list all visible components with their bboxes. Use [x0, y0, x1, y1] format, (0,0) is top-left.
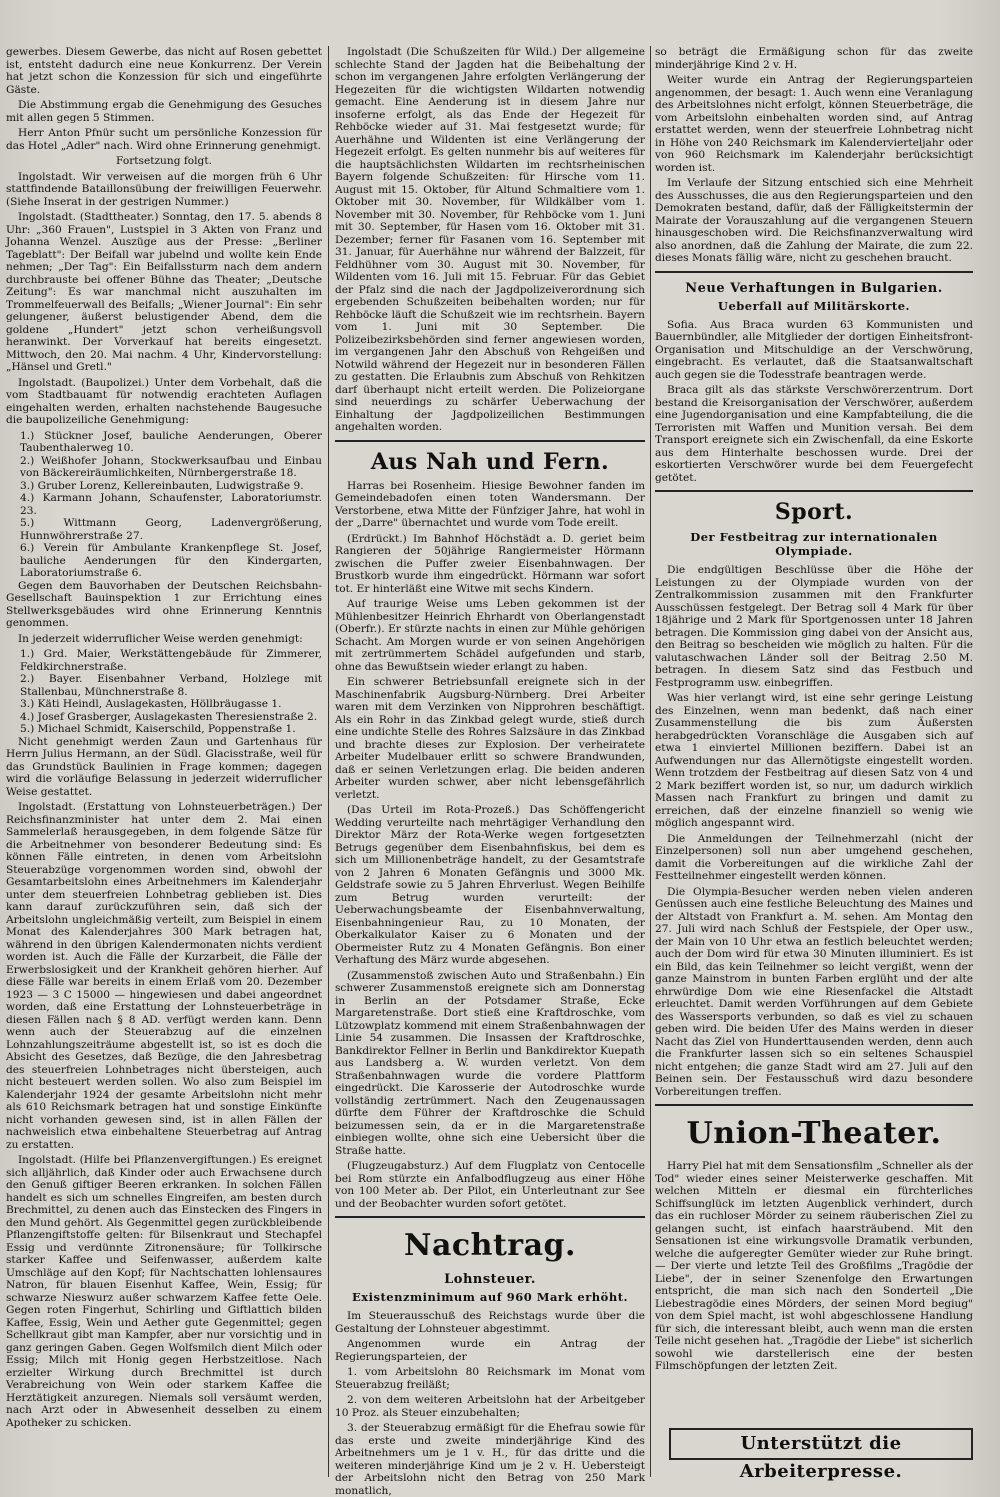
list-item: 4.) Josef Grasberger, Auslagekasten Theresienstraße 2.	[20, 710, 318, 723]
column-rule	[328, 46, 329, 1477]
divider	[335, 440, 645, 442]
paragraph: Die Anmeldungen der Teilnehmerzahl (nicht der Einzelpersonen) soll nun aber umgehend geschehen, damit die Vorbereitungen auf die wirkliche Zahl der Festteilnehmer eingestellt werden können.	[655, 832, 973, 882]
paragraph: Harry Piel hat mit dem Sensationsfilm „Schneller als der Tod" wieder eines seiner Meisterwerke geschaffen. Mit welchen Mitteln er diesmal ein fürchterliches Schiffsunglück im letzten Augenblick verhindert, durch das ein ruchloser Mörder zu seinem räuberischen Ziel zu gelangen sucht, ist einfach haarsträubend. Mit den Sensationen ist eine wirkungsvolle Dramatik verbunden, welche die aufgeregter Gemüter wieder zur Ruhe bringt. — Der vierte und letzte Teil des Großfilms „Tragödie der Liebe", der in seiner Szenenfolge den Erwartungen entspricht, die man sich nach den Sonderteil „Die Liebestragödie eines Mörders, der seinen Mord begiug" von dem Spiel macht, ist wohl abgeschlossene Handlung für sich, die interessant bleibt, auch wenn man die ersten Teile nicht gesehen hat. „Tragödie der Liebe" ist sicherlich sowohl wie darstellerisch eine der besten Filmschöpfungen der letzten Zeit.	[655, 1160, 973, 1372]
column-rule	[650, 46, 651, 1477]
list-item: 5.) Michael Schmidt, Kaiserschild, Poppenstraße 1.	[20, 723, 296, 735]
divider	[655, 271, 973, 273]
paragraph: 2. von dem weiteren Arbeitslohn hat der Arbeitgeber 10 Proz. als Steuer einzubehalten;	[335, 1394, 645, 1419]
section-heading: Neue Verhaftungen in Bulgarien.	[685, 280, 943, 296]
sub-heading: Ueberfall auf Militärskorte.	[717, 298, 911, 313]
list-item: 4.) Karmann Johann, Schaufenster, Laboratoriumstr. 23.	[20, 492, 322, 517]
paragraph: 1. vom Arbeitslohn 80 Reichsmark im Monat vom Steuerabzug freiläßt;	[335, 1366, 645, 1391]
column-middle	[335, 46, 645, 1497]
divider	[655, 490, 973, 492]
paragraph: Die endgültigen Beschlüsse über die Höhe der Leistungen zu der Olympiade wurden von der Zentralkommission zusammen mit den Frankfurter Ausschüssen festgelegt. Der Betrag soll 4 Mark für über 18jährige und 2 Mark für Sportgenossen unter 18 Jahren betragen. Die Kommission ging dabei von der Ansicht aus, den Beitrag so bescheiden wie möglich zu halten. Für die valutaschwachen Länder soll der Beitrag 2.50 M. betragen. In diesem Satz sind das Festbuch und Festprogramm usw. einbegriffen.	[655, 564, 973, 689]
paragraph: (Zusammenstoß zwischen Auto und Straßenbahn.) Ein schwerer Zusammenstoß ereignete sich am Donnerstag in Berlin an der Potsdamer Straße, Ecke Margaretenstraße. Dort stieß eine Kraftdroschke, vom Lützowplatz kommend mit einem Straßenbahnwagen der Linie 54 zusammen. Die Insassen der Kraftdroschke, Bankdirektor Fellner in Berlin und Bankdirektor Kuepath aus Landsberg a. W. wurden verletzt. Von dem Straßenbahnwagen wurde die vordere Plattform eingedrückt. Die Karosserie der Autodroschke wurde vollständig zertrümmert. Nach den Zeugenaussagen dürfte dem Führer der Kraftdroschke die Schuld beizumessen sein, da er in die Margaretenstraße einbiegen wollte, ohne sich eine Uebersicht über die Straße hatte.	[335, 969, 645, 1157]
list-item: 1.) Grd. Maier, Werkstättengebäude für Zimmerer, Feldkirchnerstraße.	[20, 648, 322, 673]
paragraph: Herr Anton Pfnür sucht um persönliche Konzession für das Hotel „Adler" nach. Wird ohne Erinnerung genehmigt.	[6, 127, 322, 152]
list-item: 1.) Stückner Josef, bauliche Aenderungen, Oberer Taubenthalerweg 10.	[20, 429, 322, 454]
paragraph: Die Olympia-Besucher werden neben vielen anderen Genüssen auch eine festliche Beleuchtung des Maines und der Altstadt von Frankfurt a. M. sehen. Am Montag den 27. Juli wird nach Schluß der Festspiele, der Oper usw., der Main von 10 Uhr etwa an festlich beleuchtet werden; auch der Dom wird für etwa 30 Minuten illuminiert. Es ist ein Bild, das kein Teilnehmer so leicht vergißt, wenn der ganze Mainstrom in bunten Farben erglüht und der alte ehrwürdige Dom wie eine Riesenfackel die Altstadt erleuchtet. Damit werden Vorführungen auf dem Gebiete des Wassersports verbunden, so daß es viel zu schauen geben wird. Die beiden Ufer des Mains werden in dieser Nacht das Ziel von Hunderttausenden werden, denn auch die Frankfurter lassen sich so ein seltenes Schauspiel nicht entgehen; die ganze Stadt wird am 27. Juli auf den Beinen sein. Der Festausschuß wird dazu besondere Vorbereitungen treffen.	[655, 885, 973, 1098]
paragraph: Ingolstadt (Die Schußzeiten für Wild.) Der allgemeine schlechte Stand der Jagden hat die Beibehaltung der schon im vergangenen Jahre erfolgten Verlängerung der Hegezeiten für die wichtigsten Wildarten notwendig gemacht. Eine Aenderung ist in diesem Jahre nur insoferne erfolgt, als das Ende der Hegezeit für Rehböcke wieder auf 31. Mai festgesetzt wurde; für Auerhähne und Wildenten ist eine Verlängerung der Hegezeit erfolgt. Es gelten nunmehr bis auf weiteres für die hauptsächlichsten Wildarten im rechtsrheinischen Bayern folgende Schußzeiten: für Hirsche vom 11. August mit 15. Oktober, für Altund Schmaltiere vom 1. Oktober mit 30. November, für Wildkälber vom 1. November mit 30. November, für Rehböcke vom 1. Juni mit 30. September, für Hasen vom 16. Oktober mit 31. Dezember; ferner für Fasanen vom 16. September mit 31. Januar, für Auerhähne nur während der Balzzeit, für Feldhühner vom 30. August mit 30. November, für Wildenten vom 16. Juli mit 15. Februar. Für das Gebiet der Pfalz sind die nach der Jagdpolizeiverordnung sich ergebenden Schußzeiten beibehalten worden; nur für Rehböcke läuft die Schußzeit wie im rechtsrhein. Bayern vom 1. Juni mit 30 September. Die Polizeibezirksbehörden sind ferner angewiesen worden, im vergangenen Jahr den Abschuß von Rehgeißen und Notwild während der Hegezeit nur in besonderen Fällen zu gestatten. Die Erlaubnis zum Abschuß von Rehkitzen darf überhaupt nicht erteilt werden. Die Polizeiorgane sind neuerdings zu schärfer Ueberwachung der Einhaltung der Jagdpolizeilichen Bestimmungen angehalten worden.	[335, 46, 645, 433]
paragraph: Angenommen wurde ein Antrag der Regierungsparteien, der	[335, 1338, 645, 1363]
continued-note: Fortsetzung folgt.	[116, 155, 212, 167]
paragraph: Weiter wurde ein Antrag der Regierungsparteien angenommen, der besagt: 1. Auch wenn eine Veranlagung des Arbeitslohnes nicht erfolgt, können Steuerbeträge, die vom Arbeitslohn einbehalten worden sind, auf Antrag erstattet werden, wenn der steuerfreie Lohnbetrag nicht in Höhe von 240 Reichsmark im Kalendervierteljahr oder von 960 Reichsmark im Kalenderjahr berücksichtigt worden ist.	[655, 74, 973, 174]
paragraph: Harras bei Rosenheim. Hiesige Bewohner fanden im Gemeindebadofen einen toten Wandersmann. Der Verstorbene, etwa Mitte der Fünfziger Jahre, hat wohl in der „Darre" übernachtet und wurde vom Tode ereilt.	[335, 479, 645, 529]
paragraph: Die Abstimmung ergab die Genehmigung des Gesuches mit allen gegen 5 Stimmen.	[6, 99, 322, 124]
list-item: 3.) Käti Heindl, Auslagekasten, Höllbräugasse 1.	[20, 698, 282, 710]
divider	[655, 1104, 973, 1106]
paragraph: Was hier verlangt wird, ist eine sehr geringe Leistung des Einzelnen, wenn man bedenkt, daß nach einer Zusammenstellung die bis zum Äußersten herabgedrückten Voranschläge die Ausgaben sich auf etwa 1 einviertel Millionen beziffern. Dabei ist an Aufwendungen nur das Allernötigste eingestellt worden. Wenn trotzdem der Festbeitrag auf diesen Satz von 4 und 2 Mark beziffert worden ist, so nur, um dadurch wirklich Massen nach Frankfurt zu bringen und damit zu erreichen, daß der einzelne finanziell so wenig wie möglich angespannt wird.	[655, 692, 973, 829]
paragraph: Ingolstadt. (Stadttheater.) Sonntag, den 17. 5. abends 8 Uhr: „360 Frauen", Lustspiel in 3 Akten von Franz und Johanna Wenzel. Auszüge aus der Presse: „Berliner Tageblatt": Der Beifall war jubelnd und wollte kein Ende nehmen; „Der Tag": Ein Beifallssturm nach dem andern durchbrauste bei offener Bühne das Theater; „Deutsche Zeitung": Es war manchmal nicht auszuhalten im Trommelfeuerwall des Beifalls; „Wiener Journal": Ein sehr gelungener, äußerst belustigender Abend, dem die goldene „Hundert" jetzt schon verheißungsvoll heranwinkt. Der Vorverkauf hat bereits eingesetzt. Mittwoch, den 20. Mai nachm. 4 Uhr, Kindervorstellung: „Hänsel und Gretl."	[6, 211, 322, 373]
section-heading: Nachtrag.	[404, 1228, 576, 1263]
list-item: 2.) Weißhofer Johann, Stockwerksaufbau und Einbau von Bäckereiräumlichkeiten, Nürnbergerstraße 18.	[20, 454, 322, 479]
column-left	[6, 46, 322, 1485]
paragraph: (Erdrückt.) Im Bahnhof Höchstädt a. D. geriet beim Rangieren der 50jährige Rangiermeister Hörmann zwischen die Puffer zweier Eisenbahnwagen. Der Brustkorb wurde ihm eingedrückt. Hörmann war sofort tot. Er hinterläßt eine Witwe mit sechs Kindern.	[335, 532, 645, 595]
permit-list	[6, 430, 322, 580]
paragraph: Gegen dem Bauvorhaben der Deutschen Reichsbahn-Gesellschaft Bauinspektion 1 zur Errichtung eines Stellwerksgebäudes wird ohne Erinnerung Kenntnis genommen.	[6, 579, 322, 629]
sub-heading: Der Festbeitrag zur internationalen Olympiade.	[690, 530, 938, 558]
paragraph: Ingolstadt. (Hilfe bei Pflanzenvergiftungen.) Es ereignet sich alljährlich, daß Kinder oder auch Erwachsene durch den Genuß giftiger Beeren erkranken. In solchen Fällen handelt es sich um schnelles Eingreifen, am besten durch Brechmittel, zu denen auch das Einstecken des Fingers in den Mund gehört. Als Gegenmittel gegen zurückbleibende Pflanzengiftstoffe gelten: für Bilsenkraut und Stechapfel Essig und verdünnte Zitronensäure; für Tollkirsche starker Kaffee und Seifenwasser, außerdem kalte Umschläge auf den Kopf; für Nachtschatten lohlensaures Natron, für blauen Eisenhut Kaffee, Wein, Essig; für schwarze Nieswurz außer schwarzem Kaffee fette Oele. Gegen roten Fingerhut, Schirling und Giftlattich bilden Kaffee, Essig, Wein und Aether gute Gegenmittel; gegen Schellkraut gibt man Kampfer, aber nur vorsichtig und in ganz geringen Gaben. Gegen Wolfsmilch dient Milch oder Essig; Milch mit Honig gegen Herbstzeitlose. Nach erzielter Wirkung durch Brechmittel ist durch Verabreichung von Wein oder starkem Kaffee die Herztätigkeit anzuregen. Niemals soll versäumt werden, nach Arzt oder in Abwesenheit desselben zu einem Apotheker zu schicken.	[6, 1154, 322, 1429]
sub-heading: Existenzminimum auf 960 Mark erhöht.	[351, 1290, 629, 1304]
paragraph: Im Steuerausschuß des Reichstags wurde über die Gestaltung der Lohnsteuer abgestimmt.	[335, 1310, 645, 1335]
paragraph: Ein schwerer Betriebsunfall ereignete sich in der Maschinenfabrik Augsburg-Nürnberg. Drei Arbeiter waren mit dem Verzinken von Nipprohren beschäftigt. Als ein Rohr in das Zinkbad gelegt wurde, stieß durch eine undichte Stelle des Rohres Salzsäure in das Zinkbad und brachte dieses zur Explosion. Der verheiratete Arbeiter Mudelbauer erlitt so schwere Brandwunden, daß er seinen Verletzungen erlag. Die beiden anderen Arbeiter wurden schwer, aber nicht lebensgefährlich verletzt.	[335, 676, 645, 801]
list-item: 6.) Verein für Ambulante Krankenpflege St. Josef, bauliche Aenderungen für den Kindergarten, Laboratoriumstraße 6.	[20, 542, 322, 579]
paragraph: (Flugzeugabsturz.) Auf dem Flugplatz von Centocelle bei Rom stürzte ein Anfalbodflugzeug aus einer Höhe von 100 Meter ab. Der Pilot, ein Unterleutnant zur See und der Beobachter wurden sofort getötet.	[335, 1160, 645, 1210]
paragraph: gewerbes. Diesem Gewerbe, das nicht auf Rosen gebettet ist, entsteht dadurch eine neue Konkurrenz. Der Verein hat jetzt schon die Konzession für sich und eingeführte Gäste.	[6, 46, 322, 96]
list-item: 5.) Wittmann Georg, Ladenvergrößerung, Hunnwöhrerstraße 27.	[20, 517, 322, 542]
paragraph: Auf traurige Weise ums Leben gekommen ist der Mühlenbesitzer Heinrich Ehrhardt von Oberlangenstadt (Oberfr.). Er stürzte nachts in einen zur Mühle gehörigen Schacht. Am Morgen wurde er von seinen Angehörigen mit zertrümmertem Schädel aufgefunden und starb, ohne das Bewußtsein wieder erlangt zu haben.	[335, 598, 645, 673]
paragraph: Ingolstadt. (Baupolizei.) Unter dem Vorbehalt, daß die vom Stadtbauamt für notwendig erachteten Auflagen eingehalten werden, erhalten nachstehende Baugesuche die baupolizeiliche Genehmigung:	[6, 376, 322, 426]
section-heading: Aus Nah und Fern.	[370, 448, 610, 475]
list-item: 3.) Gruber Lorenz, Kellereinbauten, Ludwigstraße 9.	[20, 479, 304, 492]
paragraph: Braca gilt als das stärkste Verschwörerzentrum. Dort bestand die Kreisorganisation der Verschwörer, außerdem eine Jugendorganisation und eine Kampfabteilung, die die Terroristen mit Waffen und Munition versah. Bei dem Transport ereignete sich ein Zwischenfall, da eine Eskorte aus dem Hinterhalte beschossen wurde. Drei der eskortierten Verschwörer wurde bei dem Feuergefecht getötet.	[655, 384, 973, 484]
section-heading: Union-Theater.	[686, 1116, 942, 1151]
paragraph: Sofia. Aus Braca wurden 63 Kommunisten und Bauernbündler, alle Mitglieder der dortigen Einheitsfront-Organisation und Mitschuldige an der Verschwörung, eingebracht. Es verlautet, daß die Staatsanwaltschaft auch gegen sie die Todesstrafe beantragen werde.	[655, 318, 973, 381]
paragraph: In jederzeit widerruflicher Weise werden genehmigt:	[18, 632, 303, 645]
paragraph: so beträgt die Ermäßigung schon für das zweite minderjährige Kind 2 v. H.	[655, 46, 973, 71]
paragraph: (Das Urteil im Rota-Prozeß.) Das Schöffengericht Wedding verurteilte nach mehrtägiger Verhandlung den Direktor März der Rota-Werke wegen fortgesetzten Betrugs gegenüber dem Eisenbahnfiskus, bei dem es sich um Millionenbeträge handelt, zu der Gesamtstrafe von 2 Jahren 6 Monaten Gefängnis und 3000 Mk. Geldstrafe sowie zu 5 Jahren Ehrverlust. Wegen Beihilfe zum Betrug wurden verurteilt: der Ueberwachungsbeamte der Eisenbahnverwaltung, Eisenbahningenieur Rau, zu 10 Monaten, der Oberkalkulator Kaiser zu 6 Monaten und der Obermeister Rutz zu 4 Monaten Gefängnis. Bon einer Verhaftung des März wurde abgesehen.	[335, 804, 645, 966]
paragraph: Im Verlaufe der Sitzung entschied sich eine Mehrheit des Ausschusses, die aus den Regierungsparteien und den Demokraten bestand, dafür, daß der Fälligkeitstermin der Mairate der Vorauszahlung auf die vergangenen Steuern hinausgeschoben wird. Die Reichsfinanzverwaltung wird also anordnen, daß die Zahlung der Mairate, die zum 22. dieses Monats fällig wäre, nicht zu geschehen braucht.	[655, 177, 973, 264]
section-heading: Sport.	[774, 499, 854, 525]
paragraph: Ingolstadt. Wir verweisen auf die morgen früh 6 Uhr stattfindende Bataillonsübung der freiwilligen Feuerwehr. (Siehe Inserat in der gestrigen Nummer.)	[6, 170, 322, 208]
list-item: 2.) Bayer. Eisenbahner Verband, Holzlege mit Stallenbau, Münchnerstraße 8.	[20, 673, 322, 698]
paragraph: Nicht genehmigt werden Zaun und Gartenhaus für Herrn Julius Hermann, an der Südl. Glacisstraße, weil für das Grundstück Baulinien in Frage kommen; dagegen wird die vorläufige Belassung in jederzeit widerruflicher Weise gestattet.	[6, 735, 322, 798]
revocable-permit-list	[6, 648, 322, 736]
paragraph: 3. der Steuerabzug ermäßigt für die Ehefrau sowie für das erste und zweite minderjährige Kind des Arbeitnehmers um je 1 v. H., für das dritte und die weiteren minderjährige Kind um je 2 v. H. Uebersteigt der Arbeitslohn nicht den Betrag von 250 Mark monatlich,	[335, 1422, 645, 1497]
divider	[335, 1216, 645, 1218]
paragraph: Ingolstadt. (Erstattung von Lohnsteuerbeträgen.) Der Reichsfinanzminister hat unter dem 2. Mai einen Sammelerlaß herausgegeben, in dem folgende Sätze für die Arbeitnehmer von besonderer Bedeutung sind: Es können Fälle eintreten, in denen vom Arbeitslohn Steuerabzüge vorgenommen worden sind, obwohl der Gesamtarbeitslohn eines Arbeitnehmers im Kalenderjahr unter dem steuerfreien Lohnbetrag geblieben ist. Dies kann darauf zurückzuführen sein, daß sich der Arbeitslohn ungleichmäßig verteilt, zum Beispiel in einem Monat des Kalenderjahres 300 Mark betragen hat, während in den übrigen Kalendermonaten nichts verdient worden ist. Auch die Fälle der Kurzarbeit, die Fälle der Erwerbslosigkeit und der Krankheit gehören hierher. Auf diese Fälle war bereits in einem Erlaß vom 20. Dezember 1923 — 3 C 15000 — hingewiesen und dabei angeordnet worden, daß eine Erstattung der Lohnsteuerbeträge in diesen Fällen nach § 8 AD. verfügt werden kann. Denn wenn auch der Steuerabzug auf die einzelnen Lohnzahlungszeiträume abgestellt ist, so ist es doch die Absicht des Gesetzes, daß Bezüge, die den Jahresbetrag des steuerfreien Lohnbetrages nicht übersteigen, auch nicht besteuert werden sollen. Wo also zum Beispiel im Kalenderjahr 1924 der gesamte Arbeitslohn nicht mehr als 610 Reichsmark betragen hat und sonstige Einkünfte nicht vorhanden gewesen sind, ist in allen Fällen der nachweislich etwa einbehaltene Steuerbetrag auf Antrag zu erstatten.	[6, 801, 322, 1151]
slogan-box: Unterstützt die Arbeiterpresse.	[669, 1428, 973, 1460]
sub-heading: Lohnsteuer.	[444, 1272, 536, 1287]
column-right	[655, 46, 973, 1485]
